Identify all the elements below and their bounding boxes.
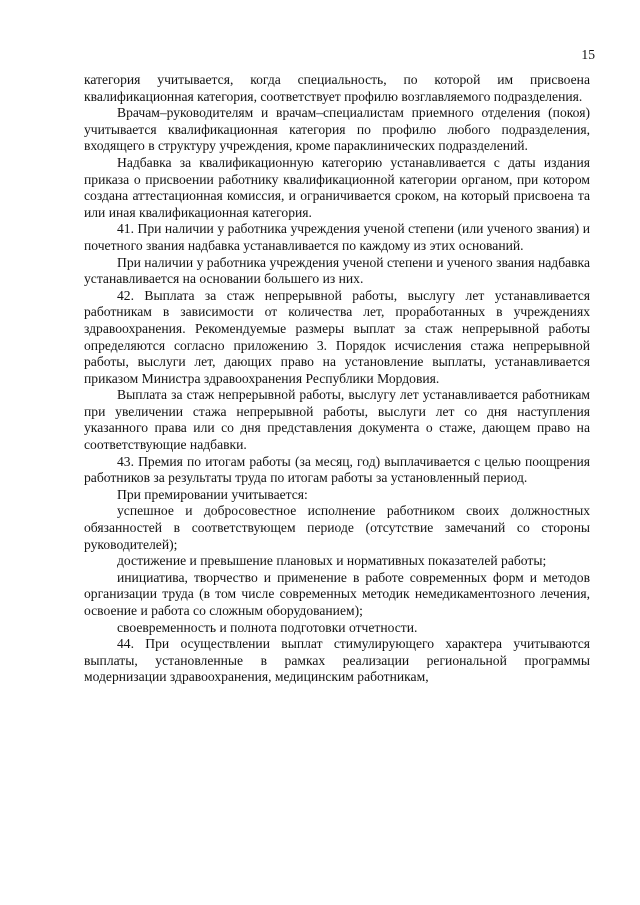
paragraph: Выплата за стаж непрерывной работы, выслугу лет устанавливается работникам при увеличении стажа непрерывной работы, выслуги лет со дня наступления указанного права или со дня представления документа о стаже, дающем право на соответствующие надбавки. bbox=[84, 387, 590, 453]
paragraph: категория учитывается, когда специальность, по которой им присвоена квалификационная категория, соответствует профилю возглавляемого подразделения. bbox=[84, 72, 590, 104]
paragraph: Врачам–руководителям и врачам–специалистам приемного отделения (покоя) учитывается квалификационная категория по профилю любого подразделения, входящего в структуру учреждения, кроме параклинических подразделений. bbox=[84, 105, 590, 154]
paragraph-item-44: 44. При осуществлении выплат стимулирующего характера учитываются выплаты, установленные в рамках реализации региональной программы модернизации здравоохранения, медицинским работникам, bbox=[84, 636, 590, 685]
paragraph-item-43: 43. Премия по итогам работы (за месяц, год) выплачивается с целью поощрения работников за результаты труда по итогам работы за установленный период. bbox=[84, 453, 590, 486]
paragraph-item-42: 42. Выплата за стаж непрерывной работы, выслугу лет устанавливается работникам в зависимости от количества лет, проработанных в учреждениях здравоохранения. Рекомендуемые размеры выплат за стаж непрерывной работы определяются согласно приложению 3. Порядок исчисления стажа непрерывной работы, выслуги лет, дающих право на установление выплаты, устанавливается приказом Министра здравоохранения Республики Мордовия. bbox=[84, 287, 590, 386]
document-body bbox=[84, 72, 590, 686]
list-item: инициатива, творчество и применение в работе современных форм и методов организации труда (в том числе современных методик немедикаментозного лечения, освоение и работа со сложным оборудованием); bbox=[84, 569, 590, 618]
paragraph: При премировании учитывается: bbox=[117, 486, 308, 502]
paragraph-item-41: 41. При наличии у работника учреждения ученой степени (или ученого звания) и почетного звания надбавка устанавливается по каждому из этих оснований. bbox=[84, 221, 590, 253]
list-item: успешное и добросовестное исполнение работником своих должностных обязанностей в соответствующем периоде (отсутствие замечаний со стороны руководителей); bbox=[84, 503, 590, 552]
list-item: своевременность и полнота подготовки отчетности. bbox=[117, 619, 418, 635]
paragraph: При наличии у работника учреждения ученой степени и ученого звания надбавка устанавливается на основании большего из них. bbox=[84, 254, 590, 287]
list-item: достижение и превышение плановых и нормативных показателей работы; bbox=[117, 553, 547, 569]
page-number: 15 bbox=[581, 47, 595, 62]
paragraph: Надбавка за квалификационную категорию устанавливается с даты издания приказа о присвоении работнику квалификационной категории органом, при котором создана аттестационная комиссия, и ограничивается сроком, на который присвоена та или иная квалификационная категория. bbox=[84, 154, 590, 220]
